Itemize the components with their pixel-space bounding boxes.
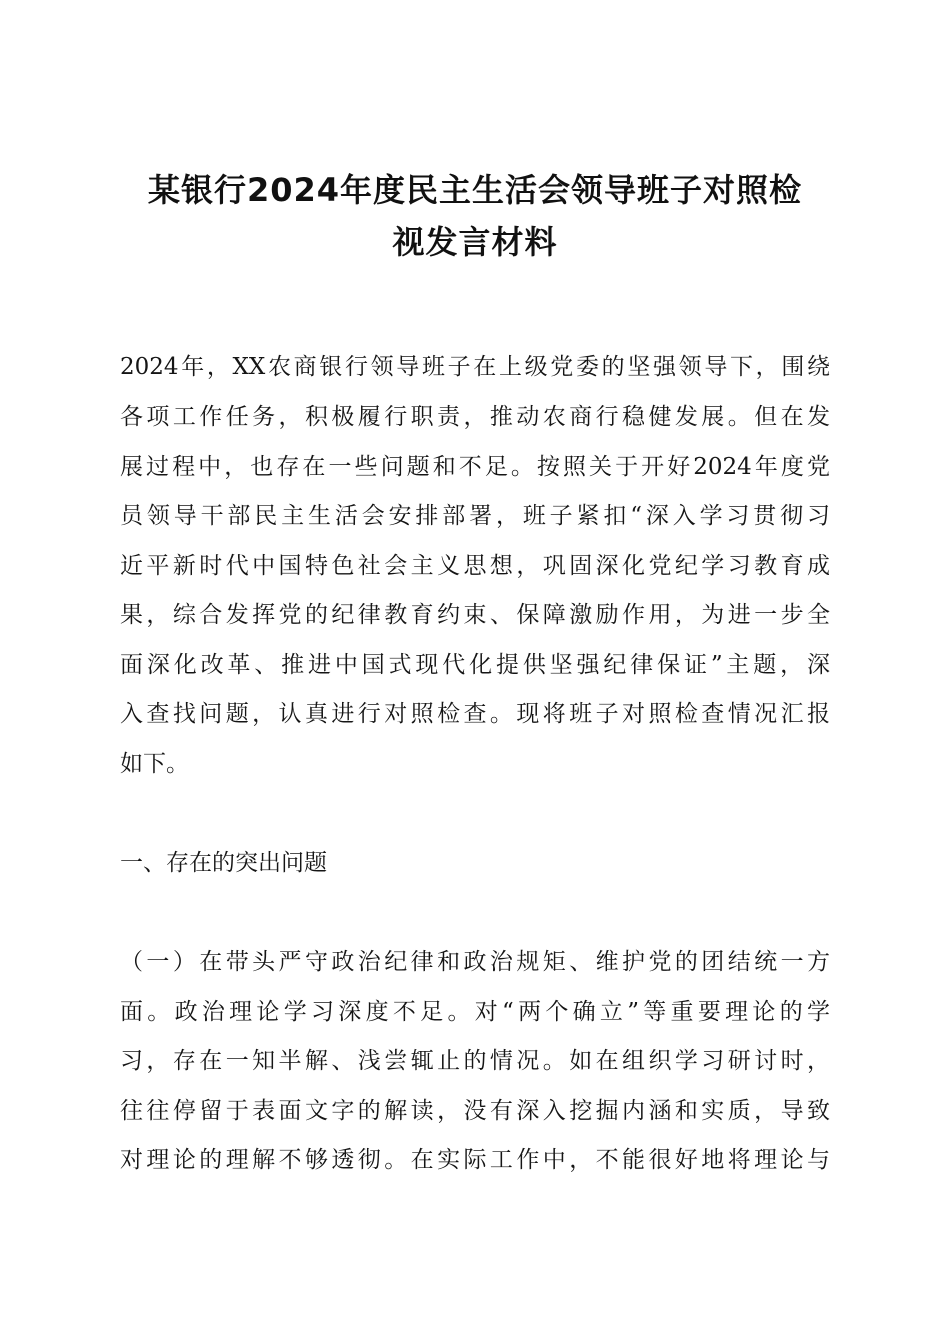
intro-paragraph-line-2: 各项工作任务，积极履行职责，推动农商行稳健发展。但在发: [120, 404, 830, 430]
section-paragraph-line-2: 面。政治理论学习深度不足。对“两个确立”等重要理论的学: [120, 999, 830, 1025]
section-paragraph-line-5: 对理论的理解不够透彻。在实际工作中，不能很好地将理论与: [120, 1147, 830, 1173]
intro-paragraph-line-7: 面深化改革、推进中国式现代化提供坚强纪律保证”主题，深: [120, 652, 830, 678]
document-title-line-1: 某银行2024年度民主生活会领导班子对照检: [147, 171, 803, 209]
intro-paragraph-line-5: 近平新时代中国特色社会主义思想，巩固深化党纪学习教育成: [120, 553, 830, 579]
intro-paragraph-line-9: 如下。: [120, 751, 189, 777]
section-paragraph-line-4: 往往停留于表面文字的解读，没有深入挖掘内涵和实质，导致: [120, 1098, 830, 1124]
intro-paragraph-line-4: 员领导干部民主生活会安排部署，班子紧扣“深入学习贯彻习: [120, 503, 830, 529]
document-title-line-2: 视发言材料: [392, 223, 558, 261]
section-paragraph-line-1: （一）在带头严守政治纪律和政治规矩、维护党的团结统一方: [120, 949, 830, 975]
section-heading: 一、存在的突出问题: [120, 850, 327, 876]
intro-paragraph-line-8: 入查找问题，认真进行对照检查。现将班子对照检查情况汇报: [120, 701, 830, 727]
section-paragraph-line-3: 习，存在一知半解、浅尝辄止的情况。如在组织学习研讨时，: [120, 1048, 830, 1074]
intro-paragraph-line-1: 2024年，XX农商银行领导班子在上级党委的坚强领导下，围绕: [120, 354, 830, 380]
intro-paragraph-line-6: 果，综合发挥党的纪律教育约束、保障激励作用，为进一步全: [120, 602, 830, 628]
intro-paragraph-line-3: 展过程中，也存在一些问题和不足。按照关于开好2024年度党: [120, 454, 830, 480]
